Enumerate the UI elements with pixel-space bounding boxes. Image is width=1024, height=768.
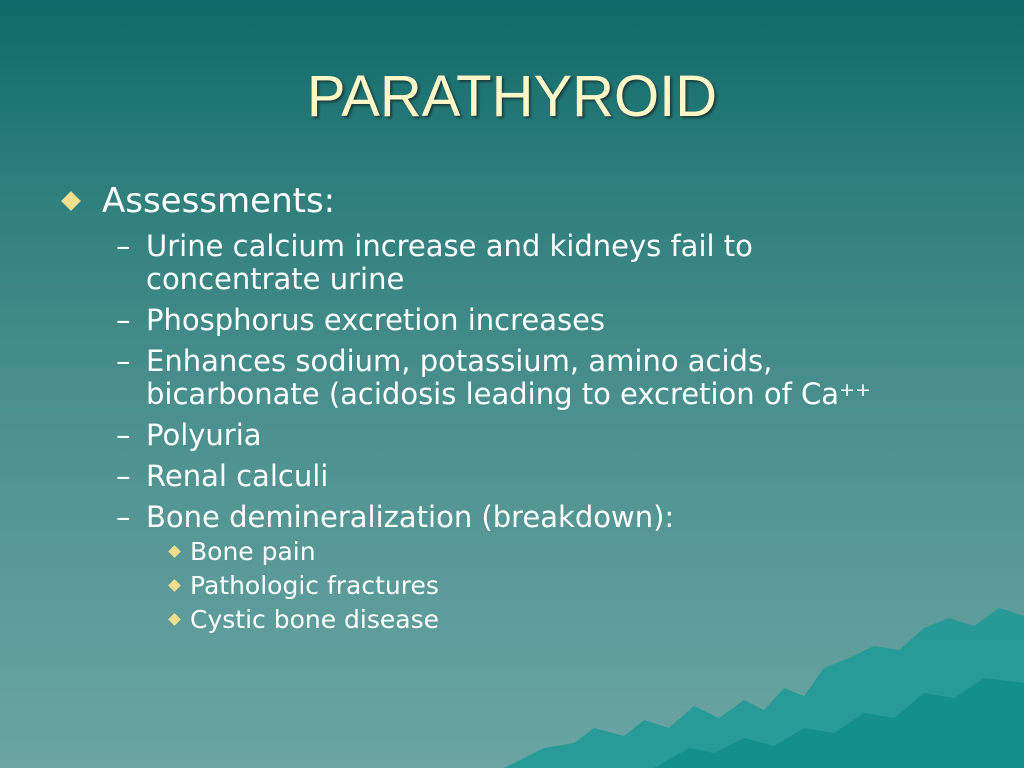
sub-list-item-text: Pathologic fractures — [190, 571, 439, 600]
superscript: ++ — [839, 379, 871, 401]
heading-bullet — [64, 180, 924, 222]
diamond-bullet-icon — [168, 579, 181, 592]
dash-bullet: – — [116, 344, 131, 378]
list-item-text: Enhances sodium, potassium, amino acids, bicarbonate (acidosis leading to excretion of Ca — [146, 344, 840, 411]
list-item-text: Phosphorus excretion increases — [146, 303, 606, 337]
diamond-bullet-icon — [61, 191, 81, 211]
sub-list-item-text: Bone pain — [190, 537, 316, 566]
list-item — [64, 345, 924, 411]
list-item — [64, 460, 924, 493]
list-item-text: Polyuria — [146, 418, 262, 452]
sub-list-item — [64, 569, 924, 602]
list-item — [64, 304, 924, 337]
list-item — [64, 419, 924, 452]
list-item-text: Renal calculi — [146, 459, 329, 493]
sub-list-item-text: Cystic bone disease — [190, 605, 439, 634]
dash-bullet: – — [116, 418, 131, 452]
dash-bullet: – — [116, 303, 131, 337]
dash-bullet: – — [116, 459, 131, 493]
dash-bullet: – — [116, 500, 131, 534]
sub-list-item — [64, 603, 924, 636]
slide-title: PARATHYROID — [306, 64, 718, 129]
list-item — [64, 230, 924, 296]
list-item-text: Bone demineralization (breakdown): — [146, 500, 675, 534]
list-item-text: Urine calcium increase and kidneys fail to concentrate urine — [146, 229, 753, 296]
sub-list-item — [64, 535, 924, 568]
diamond-bullet-icon — [168, 613, 181, 626]
diamond-bullet-icon — [168, 545, 181, 558]
slide-content — [64, 180, 924, 636]
dash-bullet: – — [116, 229, 131, 263]
list-item — [64, 501, 924, 534]
heading-text: Assessments: — [102, 181, 336, 221]
